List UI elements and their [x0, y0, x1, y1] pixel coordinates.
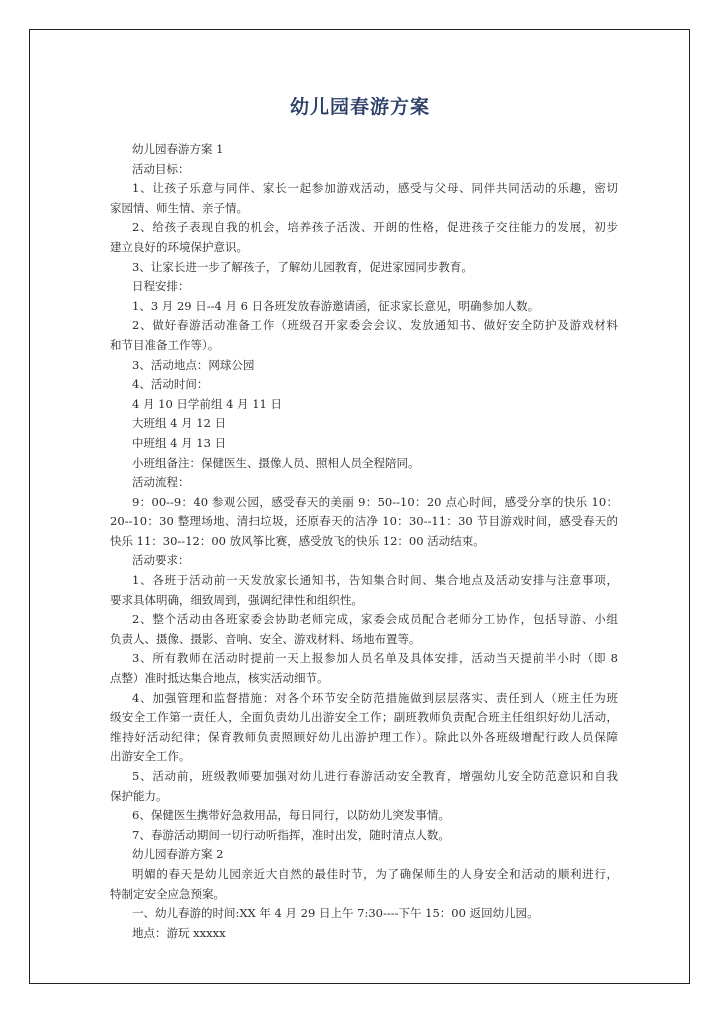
- text-line: 日程安排：: [132, 279, 190, 294]
- text-line: 小班组备注：保健医生、摄像人员、照相人员全程陪同。: [132, 455, 420, 470]
- text-line: 6、保健医生携带好急救用品，每日同行，以防幼儿突发事情。: [132, 808, 450, 823]
- document-title: 幼儿园春游方案: [289, 96, 430, 118]
- text-line: 9：00--9：40 参观公园，感受春天的美丽 9：50--10：20 点心时间，感受分享的快乐 10：: [132, 494, 618, 509]
- text-line: 出游安全工作。: [110, 749, 191, 764]
- text-line: 家园情、师生情、亲子情。: [110, 200, 248, 215]
- text-line: 一、幼儿春游的时间:XX 年 4 月 29 日上午 7:30----下午 15：00 返回幼儿园。: [132, 906, 539, 921]
- text-line: 点整）准时抵达集合地点，核实活动细节。: [110, 671, 329, 686]
- text-line: 地点：游玩 xxxxx: [132, 925, 226, 940]
- text-line: 1、3 月 29 日--4 月 6 日各班发放春游邀请函，征求家长意见，明确参加人数。: [132, 298, 540, 313]
- text-line: 建立良好的环境保护意识。: [110, 239, 248, 254]
- text-line: 明媚的春天是幼儿园亲近大自然的最佳时节，为了确保师生的人身安全和活动的顺利进行，: [132, 866, 618, 881]
- text-line: 1、各班于活动前一天发放家长通知书，告知集合时间、集合地点及活动安排与注意事项，: [132, 573, 618, 588]
- text-line: 幼儿园春游方案 2: [132, 847, 224, 862]
- text-line: 活动目标：: [132, 161, 190, 176]
- text-line: 4、加强管理和监督措施：对各个环节安全防范措施做到层层落实、责任到人（班主任为班: [132, 690, 618, 705]
- text-line: 负责人、摄像、摄影、音响、安全、游戏材料、场地布置等。: [110, 631, 421, 646]
- text-line: 保护能力。: [110, 788, 168, 803]
- text-line: 中班组 4 月 13 日: [132, 435, 227, 450]
- text-line: 活动要求：: [132, 553, 190, 568]
- text-line: 幼儿园春游方案 1: [132, 142, 224, 156]
- text-line: 4、活动时间：: [132, 377, 209, 392]
- text-line: 要求具体明确，细致周到，强调纪律性和组织性。: [110, 592, 363, 607]
- text-line: 和节目准备工作等）。: [110, 337, 220, 352]
- text-line: 级安全工作第一责任人，全面负责幼儿出游安全工作；副班教师负责配合班主任组织好幼儿活动，: [110, 710, 618, 725]
- text-line: 大班组 4 月 12 日: [132, 416, 227, 431]
- text-line: 7、春游活动期间一切行动听指挥，准时出发，随时清点人数。: [132, 827, 450, 842]
- text-line: 活动流程：: [132, 475, 190, 490]
- text-line: 1、让孩子乐意与同伴、家长一起参加游戏活动，感受与父母、同伴共同活动的乐趣，密切: [132, 181, 618, 196]
- text-line: 维持好活动纪律；保育教师负责照顾好幼儿出游护理工作）。除此以外各班级增配行政人员保障: [110, 729, 618, 744]
- text-line: 2、做好春游活动准备工作（班级召开家委会会议、发放通知书、做好安全防护及游戏材料: [132, 318, 618, 333]
- text-line: 快乐 11：30--12：00 放风筝比赛，感受放飞的快乐 12：00 活动结束。: [110, 533, 485, 548]
- document-body: [110, 140, 618, 943]
- text-line: 20--10：30 整理场地、清扫垃圾，还原春天的洁净 10：30--11：30 节目游戏时间，感受春天的: [110, 514, 618, 529]
- text-line: 2、给孩子表现自我的机会，培养孩子活泼、开朗的性格，促进孩子交往能力的发展，初步: [132, 220, 618, 235]
- text-line: 2、整个活动由各班家委会协助老师完成，家委会成员配合老师分工协作，包括导游、小组: [132, 612, 618, 627]
- text-line: 3、活动地点：网球公园: [132, 357, 255, 372]
- text-line: 4 月 10 日学前组 4 月 11 日: [132, 396, 282, 411]
- text-line: 3、所有教师在活动时提前一天上报参加人员名单及具体安排，活动当天提前半小时（即 8: [132, 651, 618, 666]
- text-line: 特制定安全应急预案。: [110, 886, 225, 901]
- text-line: 5、活动前，班级教师要加强对幼儿进行春游活动安全教育，增强幼儿安全防范意识和自我: [132, 769, 618, 783]
- text-line: 3、让家长进一步了解孩子，了解幼儿园教育，促进家园同步教育。: [132, 259, 473, 274]
